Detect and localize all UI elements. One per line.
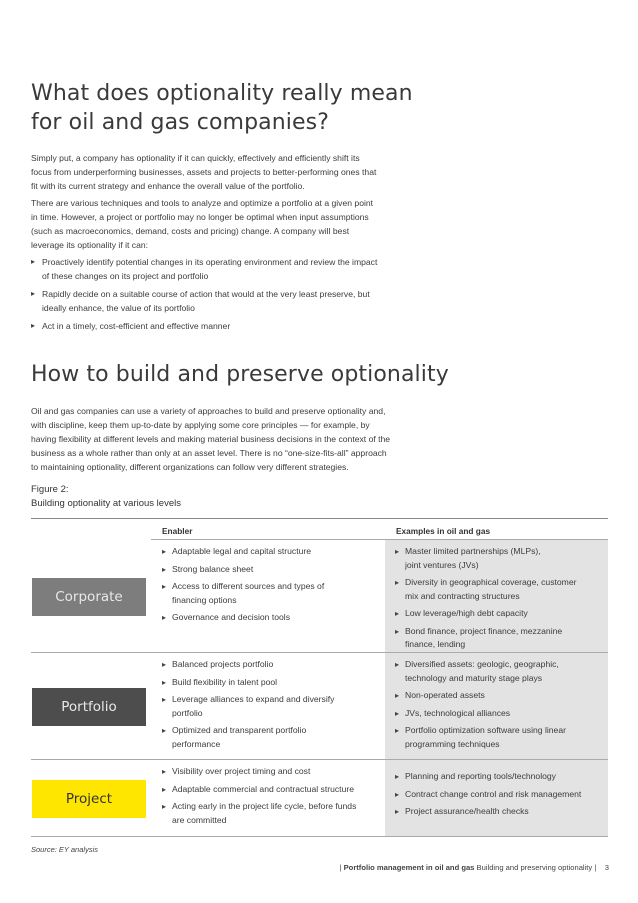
example-item: ▸ JVs, technological alliances — [395, 707, 607, 721]
bullet-item: ▸ Proactively identify potential changes in its operating environment and review the impact of these changes on its project and portfolio — [31, 255, 431, 283]
table-top-rule — [31, 518, 608, 519]
example-item: ▸ Master limited partnerships (MLPs), joint ventures (JVs) — [395, 545, 607, 572]
enabler-item: ▸ Leverage alliances to expand and diversify portfolio — [162, 693, 380, 720]
project-examples — [395, 770, 607, 823]
level-corporate: Corporate — [32, 578, 146, 616]
page-footer — [340, 863, 610, 872]
example-item: ▸ Contract change control and risk management — [395, 788, 607, 802]
corporate-enablers — [162, 545, 380, 629]
enabler-item: ▸ Governance and decision tools — [162, 611, 380, 625]
example-item: ▸ Non-operated assets — [395, 689, 607, 703]
enabler-item: ▸ Adaptable commercial and contractual structure — [162, 783, 380, 797]
source-note: Source: EY analysis — [31, 845, 98, 854]
enabler-item: ▸ Optimized and transparent portfolio performance — [162, 724, 380, 751]
example-item: ▸ Portfolio optimization software using linear programming techniques — [395, 724, 607, 751]
page-number: 3 — [604, 863, 609, 872]
enabler-item: ▸ Adaptable legal and capital structure — [162, 545, 380, 559]
figure-caption — [31, 483, 181, 511]
project-enablers — [162, 765, 380, 831]
corporate-examples — [395, 545, 607, 656]
title-line-2: for oil and gas companies? — [31, 110, 329, 135]
enabler-item: ▸ Strong balance sheet — [162, 563, 380, 577]
bullet-item: ▸ Rapidly decide on a suitable course of action that would at the very least preserve, but ideally enhance, the value of its portfolio — [31, 287, 431, 315]
figure-title: Building optionality at various levels — [31, 498, 181, 509]
portfolio-examples — [395, 658, 607, 755]
example-item: ▸ Project assurance/health checks — [395, 805, 607, 819]
example-item: ▸ Diversified assets: geologic, geographic, technology and maturity stage plays — [395, 658, 607, 685]
title-line-1: What does optionality really mean — [31, 81, 413, 106]
enabler-header: Enabler — [162, 526, 193, 536]
capability-bullets — [31, 255, 431, 337]
footer-section: Building and preserving optionality — [476, 863, 593, 872]
examples-header: Examples in oil and gas — [396, 526, 491, 536]
level-portfolio: Portfolio — [32, 688, 146, 726]
bullet-item: ▸ Act in a timely, cost-efficient and effective manner — [31, 319, 431, 333]
enabler-item: ▸ Balanced projects portfolio — [162, 658, 380, 672]
example-item: ▸ Bond finance, project finance, mezzanine finance, lending — [395, 625, 607, 652]
page-title — [31, 79, 413, 137]
portfolio-enablers — [162, 658, 380, 755]
intro-paragraph: Simply put, a company has optionality if it can quickly, effectively and efficiently shift its focus from underperforming businesses, assets and projects to better-performing ones that fit with its current strategy and enhance the overall value of the portfolio. — [31, 153, 377, 191]
footer-separator: | — [339, 863, 342, 872]
enabler-item: ▸ Acting early in the project life cycle, before funds are committed — [162, 800, 380, 827]
table-bottom-rule — [31, 836, 608, 837]
footer-publication: Portfolio management in oil and gas — [343, 863, 475, 872]
example-item: ▸ Diversity in geographical coverage, customer mix and contracting structures — [395, 576, 607, 603]
level-project: Project — [32, 780, 146, 818]
example-item: ▸ Planning and reporting tools/technology — [395, 770, 607, 784]
example-item: ▸ Low leverage/high debt capacity — [395, 607, 607, 621]
enabler-item: ▸ Build flexibility in talent pool — [162, 676, 380, 690]
figure-label: Figure 2: — [31, 484, 69, 495]
enabler-item: ▸ Access to different sources and types of financing options — [162, 580, 380, 607]
section-paragraph: Oil and gas companies can use a variety of approaches to build and preserve optionality and, with discipline, keep them up-to-date by applying some core principles — for example, by having flexibility at different levels and making material business decisions in the context of the business as a whole rather than only at an asset level. There is no “one-size-fits-all” approach to maintaining optionality, different organizations can follow very different strategies. — [31, 406, 391, 472]
section-title: How to build and preserve optionality — [31, 362, 449, 387]
footer-separator: | — [594, 863, 597, 872]
techniques-paragraph: There are various techniques and tools to analyze and optimize a portfolio at a given point in time. However, a project or portfolio may no longer be optimal when input assumptions (such as macroeconomics, demand, costs and pricing) change. A company will best leverage its optionality if it can: — [31, 198, 374, 250]
row-divider — [31, 759, 608, 760]
enabler-item: ▸ Visibility over project timing and cost — [162, 765, 380, 779]
